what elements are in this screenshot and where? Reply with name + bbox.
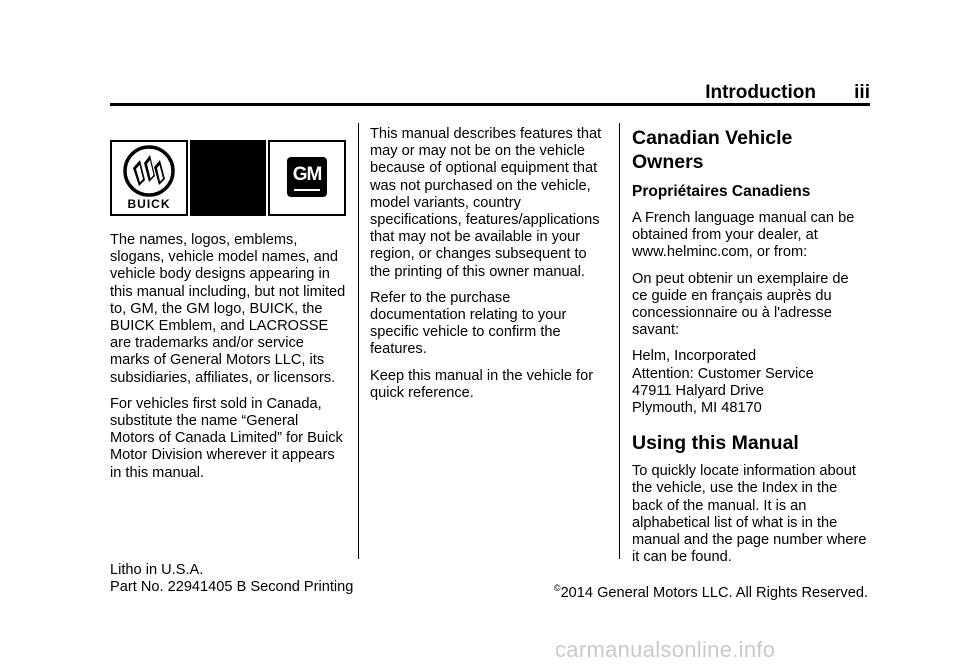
buick-logo xyxy=(110,140,188,216)
part-number-line: Part No. 22941405 B Second Printing xyxy=(110,579,354,595)
index-paragraph: To quickly locate information about the vehicle, use the Index in the back of the manual. It is an alphabetical list of what is in the manual and the page number where it can be found. xyxy=(632,463,867,566)
buick-emblem-icon xyxy=(112,144,186,202)
brand-logos xyxy=(110,140,346,216)
watermark-text: carmanualsonline.info xyxy=(555,637,776,662)
section-title: Introduction xyxy=(705,82,816,103)
features-paragraph: This manual describes features that may or may not be on the vehicle because of optional equipment that was not purchased on the vehicle, model variants, country specifications, features/applications that may not be available in your region, or changes subsequent to the printing of this owner manual. xyxy=(370,126,602,280)
footer-print-info xyxy=(110,562,353,596)
litho-line: Litho in U.S.A. xyxy=(110,562,204,578)
column-right xyxy=(632,126,868,575)
column-left xyxy=(110,232,350,491)
copyright-text: 2014 General Motors LLC. All Rights Reserved. xyxy=(560,585,868,601)
gm-logo xyxy=(268,140,346,216)
keep-manual-paragraph: Keep this manual in the vehicle for quick reference. xyxy=(370,367,594,401)
header-rule xyxy=(110,103,870,106)
french-manual-paragraph: A French language manual can be obtained from your dealer, at www.helminc.com, or from: xyxy=(632,210,855,261)
proprietaires-subheading: Propriétaires Canadiens xyxy=(632,183,811,200)
column-divider-1 xyxy=(358,123,359,559)
trademark-paragraph: The names, logos, emblems, slogans, vehicle model names, and vehicle body designs appearing in this manual including, but not limited to, GM, the GM logo, BUICK, the BUICK Emblem, and LACROSSE are trademarks and/or service marks of General Motors LLC, its subsidiaries, affiliates, or licensors. xyxy=(110,232,346,386)
page-number: iii xyxy=(854,82,870,103)
canadian-owners-heading: Canadian Vehicle Owners xyxy=(632,127,793,173)
gm-underline xyxy=(294,189,320,191)
canada-name-paragraph: For vehicles first sold in Canada, substitute the name “General Motors of Canada Limited” for Buick Motor Division wherever it appears in this manual. xyxy=(110,395,343,481)
column-middle xyxy=(370,126,610,411)
purchase-docs-paragraph: Refer to the purchase documentation relating to your specific vehicle to confirm the features. xyxy=(370,289,567,358)
page-header xyxy=(110,82,870,102)
black-logo-panel xyxy=(190,140,266,216)
using-manual-heading: Using this Manual xyxy=(632,432,799,455)
copyright-symbol: © xyxy=(553,583,561,593)
footer-copyright xyxy=(554,580,868,602)
french-paragraph: On peut obtenir un exemplaire de ce guide en français auprès du concessionnaire ou à l'adresse savant: xyxy=(632,270,849,339)
column-divider-2 xyxy=(619,123,620,559)
helm-address: Helm, Incorporated Attention: Customer Service 47911 Halyard Drive Plymouth, MI 48170 xyxy=(632,348,814,417)
gm-wordmark: GM xyxy=(292,164,322,185)
gm-logo-icon xyxy=(287,157,327,197)
buick-wordmark: BUICK xyxy=(127,197,171,211)
